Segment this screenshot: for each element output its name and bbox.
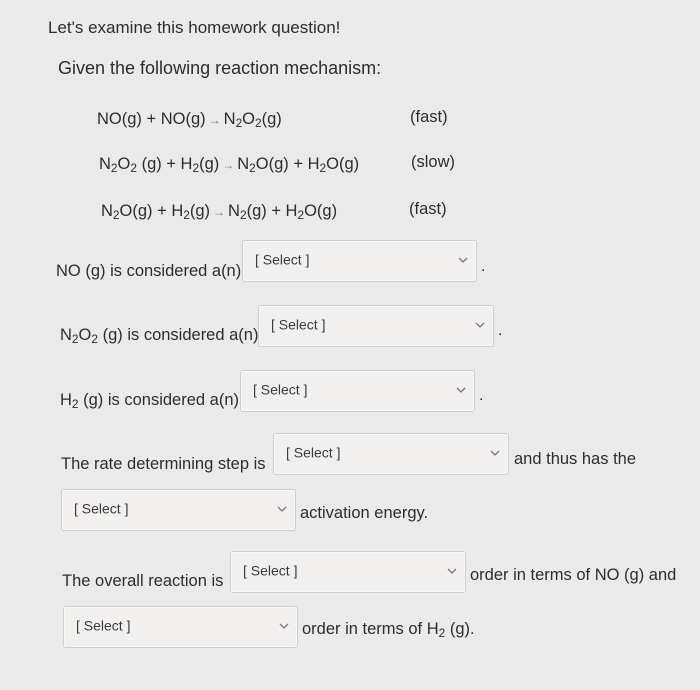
rate-step-select-value: [ Select ] <box>286 444 341 461</box>
q1-select-value: [ Select ] <box>255 251 310 268</box>
mechanism-step-2: $N_2O_2$ $(g) + H_2(g) \to N_2O(g) + H_2O(g)$ <box>99 155 360 175</box>
reaction-arrow: → <box>208 113 221 127</box>
chevron-down-icon <box>279 621 289 631</box>
h2-order-select[interactable] <box>63 606 298 648</box>
rate-step-select[interactable] <box>273 433 509 475</box>
q3-label: $H_2$ (g) is considered a(n) <box>60 391 240 411</box>
q1-select[interactable] <box>242 240 477 282</box>
q3-select-value: [ Select ] <box>253 381 308 398</box>
q2-label: $N_2O_2$ (g) is considered a(n) <box>60 326 259 346</box>
q1-label: NO (g) is considered a(n) <box>56 262 242 280</box>
step-3-rate: (fast) <box>409 200 447 218</box>
chevron-down-icon <box>277 504 287 514</box>
q2-end: . <box>498 322 503 339</box>
activation-energy-select[interactable] <box>61 489 296 531</box>
activation-energy-select-value: [ Select ] <box>74 500 129 517</box>
q6-after: order in terms of NO (g) and <box>470 566 677 584</box>
chevron-down-icon <box>447 566 457 576</box>
q7-after: order in terms of $H_2$ (g). <box>302 620 475 640</box>
q3-end: . <box>479 387 484 404</box>
q2-select[interactable] <box>258 305 494 347</box>
h2-order-select-value: [ Select ] <box>76 617 131 634</box>
q4-after: and thus has the <box>514 450 637 468</box>
no-order-select[interactable] <box>230 551 466 593</box>
q3-select[interactable] <box>240 370 475 412</box>
chevron-down-icon <box>458 255 468 265</box>
chevron-down-icon <box>490 448 500 458</box>
q6-label: The overall reaction is <box>62 572 224 590</box>
given-heading: Given the following reaction mechanism: <box>58 58 382 78</box>
intro-text: Let's examine this homework question! <box>48 18 341 37</box>
q1-end: . <box>481 258 486 275</box>
step-1-rate: (fast) <box>410 108 448 126</box>
chevron-down-icon <box>456 385 466 395</box>
step-2-rate: (slow) <box>411 153 455 171</box>
chevron-down-icon <box>475 320 485 330</box>
q2-select-value: [ Select ] <box>271 316 326 333</box>
q4-label: The rate determining step is <box>61 455 266 473</box>
mechanism-step-3: $N_2O(g) + H_2(g) \to N_2(g) + H_2O(g)$ <box>101 202 338 222</box>
no-order-select-value: [ Select ] <box>243 562 298 579</box>
mechanism-step-1: $NO(g) + NO(g) \to N_2O_2(g)$ <box>97 110 282 130</box>
q5-after: activation energy. <box>300 504 429 522</box>
